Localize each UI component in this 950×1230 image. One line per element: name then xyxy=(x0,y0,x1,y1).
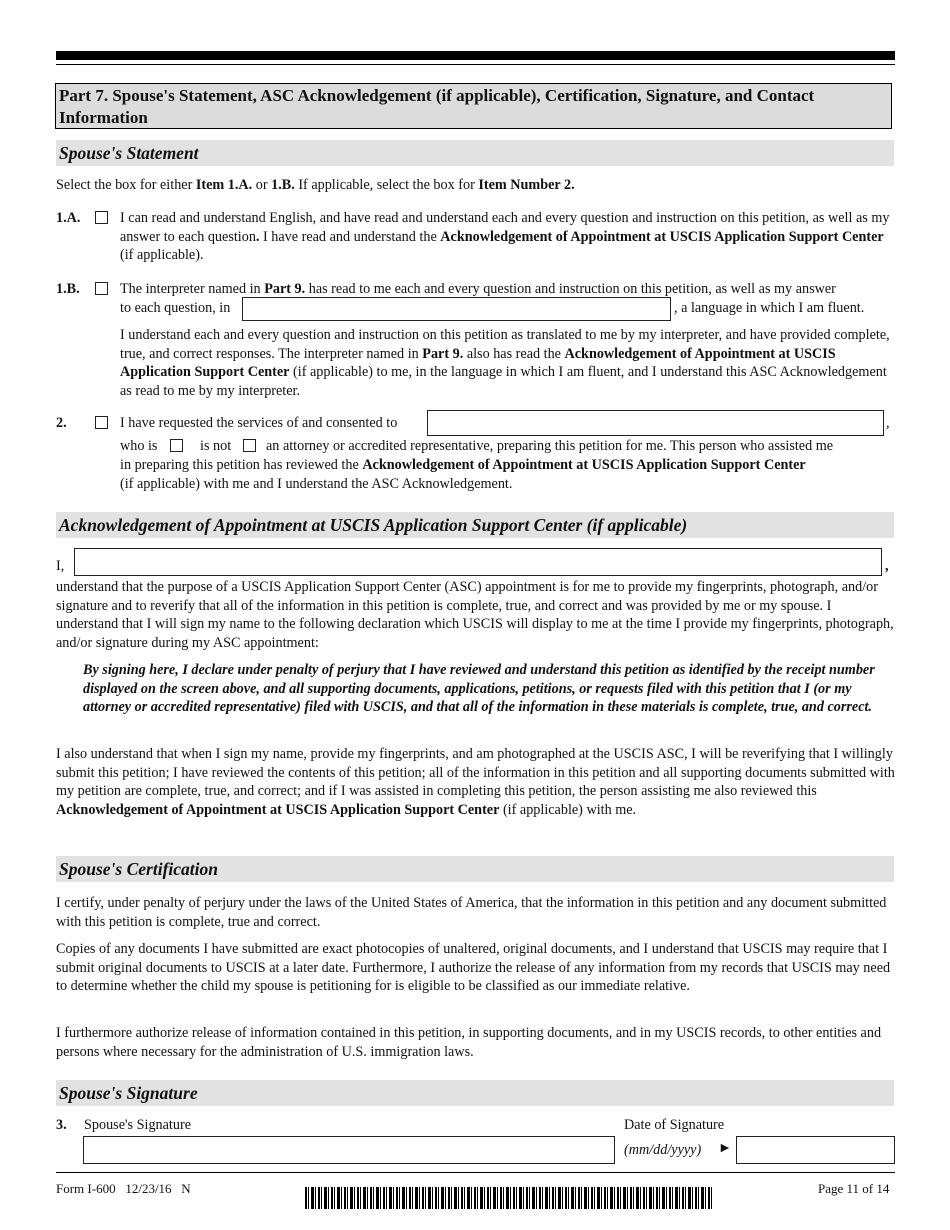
item-2-text-line3: in preparing this petition has reviewed the Acknowledgement of Appointment at USCIS Application Support Center xyxy=(120,457,806,473)
item-1b-fluent-label: , a language in which I am fluent. xyxy=(674,300,865,316)
top-rule-thick xyxy=(56,51,895,60)
section-header-certification: Spouse's Certification xyxy=(56,856,894,882)
item-1a-text: I can read and understand English, and have read and understand each and every question and instruction on this petition, as well as my answer to each question. I have read and understand the Acknowledgement of Appointment at USCIS Application Support Center (if applicable). xyxy=(120,210,890,263)
item-1b-paragraph: I understand each and every question and instruction on this petition as translated to me by my interpreter, and have provided complete, true, and correct responses. The interpreter named in Part 9. also has read the Acknowledgement of Appointment at USCIS Application Support Center (if applicable) to me, in the language in which I am fluent, and I understand this ASC Acknowledgement as read to me by my interpreter. xyxy=(120,327,890,399)
item-1b-in-label: to each question, in xyxy=(120,300,231,316)
date-of-signature-label: Date of Signature xyxy=(624,1117,725,1133)
asc-paragraph-1: understand that the purpose of a USCIS Application Support Center (ASC) appointment is for me to provide my fingerprints, photograph, and/or signature and to reverify that all of the information in this petition is complete, true, and correct and was provided by me or my spouse. I understand that I will sign my name to the following declaration which USCIS will display to me at the time I provide my fingerprints, photograph, and/or signature during my ASC appointment: xyxy=(56,579,894,651)
certification-paragraph-1: I certify, under penalty of perjury under the laws of the United States of America, that the information in this petition and any document submitted with this petition is complete, true and correct. xyxy=(56,895,887,930)
is-not-label: is not xyxy=(200,438,232,454)
arrow-right-icon: ► xyxy=(718,1141,732,1156)
asc-i-label: I, xyxy=(56,558,65,574)
checkbox-who-is[interactable] xyxy=(170,439,183,452)
barcode-icon xyxy=(305,1187,713,1209)
section-header-signature: Spouse's Signature xyxy=(56,1080,894,1106)
item-number-1a: 1.A. xyxy=(56,210,81,226)
language-input[interactable] xyxy=(242,297,671,321)
asc-declaration: By signing here, I declare under penalty of perjury that I have reviewed and understand this petition as identified by the receipt number displayed on the screen above, and all supporting documents, applications, petitions, or requests filed with this petition that I (or my attorney or accredited representative) filed with USCIS, and that all of the information in these materials is complete, true, and correct. xyxy=(83,662,875,715)
form-id: Form I-600 12/23/16 N xyxy=(56,1181,191,1196)
item-number-2: 2. xyxy=(56,415,67,431)
asc-comma: , xyxy=(885,558,889,574)
top-rule-thin xyxy=(56,64,895,65)
checkbox-is-not[interactable] xyxy=(243,439,256,452)
certification-paragraph-3: I furthermore authorize release of information contained in this petition, in supporting documents, and in my USCIS records, to other entities and persons where necessary for the administration of U.S. immigration laws. xyxy=(56,1025,882,1060)
asc-name-input[interactable] xyxy=(74,548,882,576)
checkbox-1b[interactable] xyxy=(95,282,108,295)
checkbox-1a[interactable] xyxy=(95,211,108,224)
item-2-text-line4: (if applicable) with me and I understand the ASC Acknowledgement. xyxy=(120,476,513,492)
who-is-label: who is xyxy=(120,438,158,454)
item-number-3: 3. xyxy=(56,1117,67,1133)
item-2-text-line2: an attorney or accredited representative, preparing this petition for me. This person who assisted me xyxy=(266,438,834,454)
certification-paragraph-2: Copies of any documents I have submitted are exact photocopies of unaltered, original documents, and I understand that USCIS may require that I submit original documents to USCIS at a later date. Furthermore, I authorize the release of any information from my records that USCIS may need to determine whether the child my spouse is petitioning for is eligible to be classified as our immediate relative. xyxy=(56,941,891,994)
signature-label: Spouse's Signature xyxy=(84,1117,191,1133)
statement-intro: Select the box for either Item 1.A. or 1.B. If applicable, select the box for Item Number 2. xyxy=(56,177,575,193)
section-header-asc: Acknowledgement of Appointment at USCIS Application Support Center (if applicable) xyxy=(56,512,894,538)
item-1b-text: The interpreter named in Part 9. has read to me each and every question and instruction on this petition, as well as my answer xyxy=(120,281,836,297)
asc-paragraph-2: I also understand that when I sign my name, provide my fingerprints, and am photographed at the USCIS ASC, I will be reverifying that I willingly submit this petition; I have reviewed the contents of this petition; all of the information in this petition and all supporting documents submitted with my petition are complete, true, and correct; and if I was assisted in completing this petition, the person assisting me also reviewed this Acknowledgement of Appointment at USCIS Application Support Center (if applicable) with me. xyxy=(56,746,895,818)
item-2-comma: , xyxy=(886,415,890,431)
date-of-signature-input[interactable] xyxy=(736,1136,895,1164)
preparer-name-input[interactable] xyxy=(427,410,884,436)
date-format-hint: (mm/dd/yyyy) xyxy=(624,1142,702,1158)
part-header: Part 7. Spouse's Statement, ASC Acknowledgement (if applicable), Certification, Signature, and Contact Information xyxy=(55,83,892,129)
checkbox-2[interactable] xyxy=(95,416,108,429)
section-header-statement: Spouse's Statement xyxy=(56,140,894,166)
footer-rule xyxy=(56,1172,895,1173)
item-number-1b: 1.B. xyxy=(56,281,80,297)
spouse-signature-field[interactable] xyxy=(83,1136,615,1164)
item-2-text: I have requested the services of and consented to xyxy=(120,415,398,431)
page-number: Page 11 of 14 xyxy=(818,1181,890,1196)
